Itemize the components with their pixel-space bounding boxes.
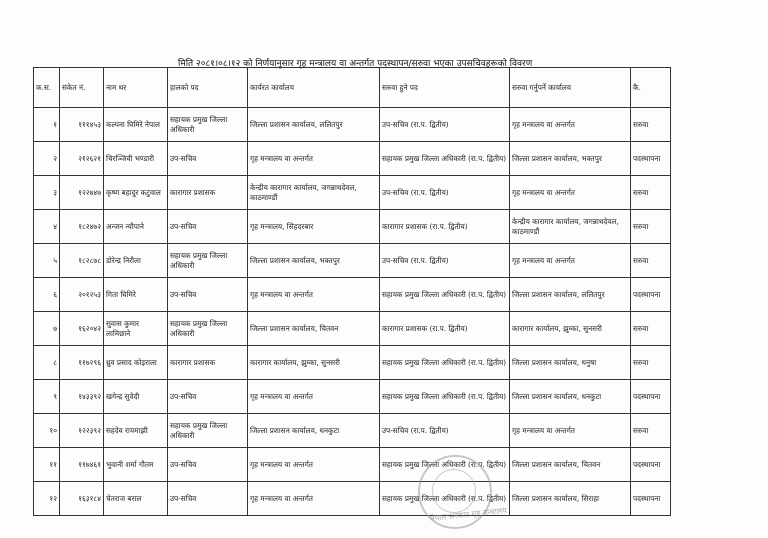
header-transfer-post: सरुवा हुने पद [380,68,510,108]
row-transfer-post: सहायक प्रमुख जिल्ला अधिकारी (रा.प. द्वितीय) [380,346,510,380]
row-current-post: उप-सचिव [168,210,248,244]
row-remarks: पदस्थापना [631,448,671,482]
row-current-post: सहायक प्रमुख जिल्ला अधिकारी [168,312,248,346]
row-symbol: २०१२५३ [60,278,104,312]
seal-text: नेपाल सरकार गृह मन्त्रालय [429,506,508,523]
header-sn: क.स. [34,68,60,108]
row-transfer-office: गृह मन्त्रालय वा अन्तर्गत [510,176,631,210]
row-transfer-post: कारागार प्रशासक (रा.प. द्वितीय) [380,210,510,244]
row-symbol: १२२७४७ [60,176,104,210]
row-transfer-post: उप-सचिव (रा.प. द्वितीय) [380,244,510,278]
row-remarks: पदस्थापना [631,380,671,414]
header-transfer-office: सरुवा गर्नुपर्ने कार्यालय [510,68,631,108]
row-transfer-post: सहायक प्रमुख जिल्ला अधिकारी (रा.प. द्वितीय) [380,482,510,516]
row-name: चेतराज बराल [104,482,168,516]
row-name: सहदेव रायमाझी [104,414,168,448]
row-name: ध्रुव प्रसाद कोइराला [104,346,168,380]
row-transfer-office: गृह मन्त्रालय वा अन्तर्गत [510,414,631,448]
row-symbol: १८२४७२ [60,210,104,244]
table-row [34,482,671,516]
table-row [34,210,671,244]
row-office: गृह मन्त्रालय वा अन्तर्गत [248,482,380,516]
row-office: गृह मन्त्रालय वा अन्तर्गत [248,278,380,312]
row-name: खगेन्द्र सुवेदी [104,380,168,414]
row-current-post: उप-सचिव [168,278,248,312]
table-row [34,448,671,482]
row-symbol: २१२६२१ [60,142,104,176]
row-transfer-post: उप-सचिव (रा.प. द्वितीय) [380,414,510,448]
row-name: भुवानी शर्मा गौतम [104,448,168,482]
row-symbol: १८२८७८ [60,244,104,278]
row-transfer-post: उप-सचिव (रा.प. द्वितीय) [380,108,510,142]
row-name: कल्पना घिमिरे नेपाल [104,108,168,142]
row-symbol: ११७२९६ [60,346,104,380]
row-office: गृह मन्त्रालय वा अन्तर्गत [248,142,380,176]
row-remarks: पदस्थापना [631,482,671,516]
row-name: सुवास कुमार लामिछाने [104,312,168,346]
row-transfer-office: जिल्ला प्रशासन कार्यालय, धनकुटा [510,380,631,414]
row-remarks: सरुवा [631,312,671,346]
row-sn: ११ [34,448,60,482]
row-transfer-office: कारागार कार्यालय, झुम्का, सुनसरी [510,312,631,346]
row-name: डोरेन्द्र निरौला [104,244,168,278]
row-office: गृह मन्त्रालय वा अन्तर्गत [248,448,380,482]
row-current-post: उप-सचिव [168,142,248,176]
transfer-table [33,67,671,516]
row-office: जिल्ला प्रशासन कार्यालय, ललितपुर [248,108,380,142]
row-transfer-post: उप-सचिव (रा.प. द्वितीय) [380,176,510,210]
row-sn: ५ [34,244,60,278]
row-office: जिल्ला प्रशासन कार्यालय, धनकुटा [248,414,380,448]
row-office: कारागार कार्यालय, झुम्का, सुनसरी [248,346,380,380]
row-symbol: १४३३९२ [60,380,104,414]
row-name: चिरञ्जिवी भण्डारी [104,142,168,176]
row-office: जिल्ला प्रशासन कार्यालय, चितवन [248,312,380,346]
row-transfer-post: सहायक प्रमुख जिल्ला अधिकारी (रा.प. द्वितीय) [380,380,510,414]
table-row [34,142,671,176]
row-transfer-office: केन्द्रीय कारागार कार्यालय, जगन्नाथदेवल, काठमाण्डौं [510,210,631,244]
row-remarks: सरुवा [631,346,671,380]
row-current-post: कारागार प्रशासक [168,176,248,210]
row-remarks: सरुवा [631,176,671,210]
row-transfer-office: गृह मन्त्रालय वा अन्तर्गत [510,108,631,142]
row-sn: ८ [34,346,60,380]
row-symbol: १११४५३ [60,108,104,142]
row-remarks: पदस्थापना [631,278,671,312]
row-transfer-post: सहायक प्रमुख जिल्ला अधिकारी (रा.प. द्वितीय) [380,448,510,482]
row-transfer-office: जिल्ला प्रशासन कार्यालय, ललितपुर [510,278,631,312]
row-transfer-office: गृह मन्त्रालय वा अन्तर्गत [510,244,631,278]
header-office: कार्यरत कार्यालय [248,68,380,108]
row-transfer-office: जिल्ला प्रशासन कार्यालय, धनुषा [510,346,631,380]
row-transfer-office: जिल्ला प्रशासन कार्यालय, चितवन [510,448,631,482]
table-row [34,414,671,448]
row-transfer-post: कारागार प्रशासक (रा.प. द्वितीय) [380,312,510,346]
row-name: गिता घिमिरे [104,278,168,312]
row-transfer-office: जिल्ला प्रशासन कार्यालय, सिराहा [510,482,631,516]
row-symbol: १६३१८४ [60,482,104,516]
table-row [34,176,671,210]
header-remarks: कै. [631,68,671,108]
header-symbol: संकेत नं. [60,68,104,108]
row-office: गृह मन्त्रालय वा अन्तर्गत [248,380,380,414]
table-row [34,278,671,312]
row-remarks: सरुवा [631,414,671,448]
row-current-post: उप-सचिव [168,448,248,482]
row-remarks: सरुवा [631,210,671,244]
table-row [34,346,671,380]
row-sn: १२ [34,482,60,516]
row-sn: ७ [34,312,60,346]
row-sn: ४ [34,210,60,244]
row-sn: ३ [34,176,60,210]
row-current-post: उप-सचिव [168,482,248,516]
row-office: गृह मन्त्रालय, सिंहदरबार [248,210,380,244]
row-current-post: सहायक प्रमुख जिल्ला अधिकारी [168,108,248,142]
row-sn: ६ [34,278,60,312]
row-symbol: १६२०४२ [60,312,104,346]
header-name: नाम थर [104,68,168,108]
document-title: मिति २०८१।०८।१२ को निर्णयानुसार गृह मन्त्रालय वा अन्तर्गत पदस्थापन/सरुवा भएका उपसचिवहरूको विवरण [178,59,533,69]
row-current-post: सहायक प्रमुख जिल्ला अधिकारी [168,244,248,278]
row-office: केन्द्रीय कारागार कार्यालय, जगन्नाथदेवल, काठमाण्डौं [248,176,380,210]
table-header-row [34,68,671,108]
header-current-post: हालको पद [168,68,248,108]
table-row [34,108,671,142]
row-symbol: ११७४६१ [60,448,104,482]
row-sn: ९ [34,380,60,414]
row-sn: १० [34,414,60,448]
row-office: जिल्ला प्रशासन कार्यालय, भक्तपुर [248,244,380,278]
row-transfer-post: सहायक प्रमुख जिल्ला अधिकारी (रा.प. द्वितीय) [380,142,510,176]
table-row [34,380,671,414]
row-current-post: उप-सचिव [168,380,248,414]
row-symbol: १२२३९२ [60,414,104,448]
row-sn: १ [34,108,60,142]
row-name: कृष्ण बहादुर कटुवाल [104,176,168,210]
row-remarks: पदस्थापना [631,142,671,176]
row-sn: २ [34,142,60,176]
row-transfer-office: जिल्ला प्रशासन कार्यालय, भक्तपुर [510,142,631,176]
row-transfer-post: सहायक प्रमुख जिल्ला अधिकारी (रा.प. द्वितीय) [380,278,510,312]
row-current-post: कारागार प्रशासक [168,346,248,380]
row-remarks: सरुवा [631,244,671,278]
table-row [34,244,671,278]
table-row [34,312,671,346]
row-remarks: सरुवा [631,108,671,142]
row-name: अन्जन न्यौपाने [104,210,168,244]
row-current-post: सहायक प्रमुख जिल्ला अधिकारी [168,414,248,448]
table-body [34,108,671,516]
